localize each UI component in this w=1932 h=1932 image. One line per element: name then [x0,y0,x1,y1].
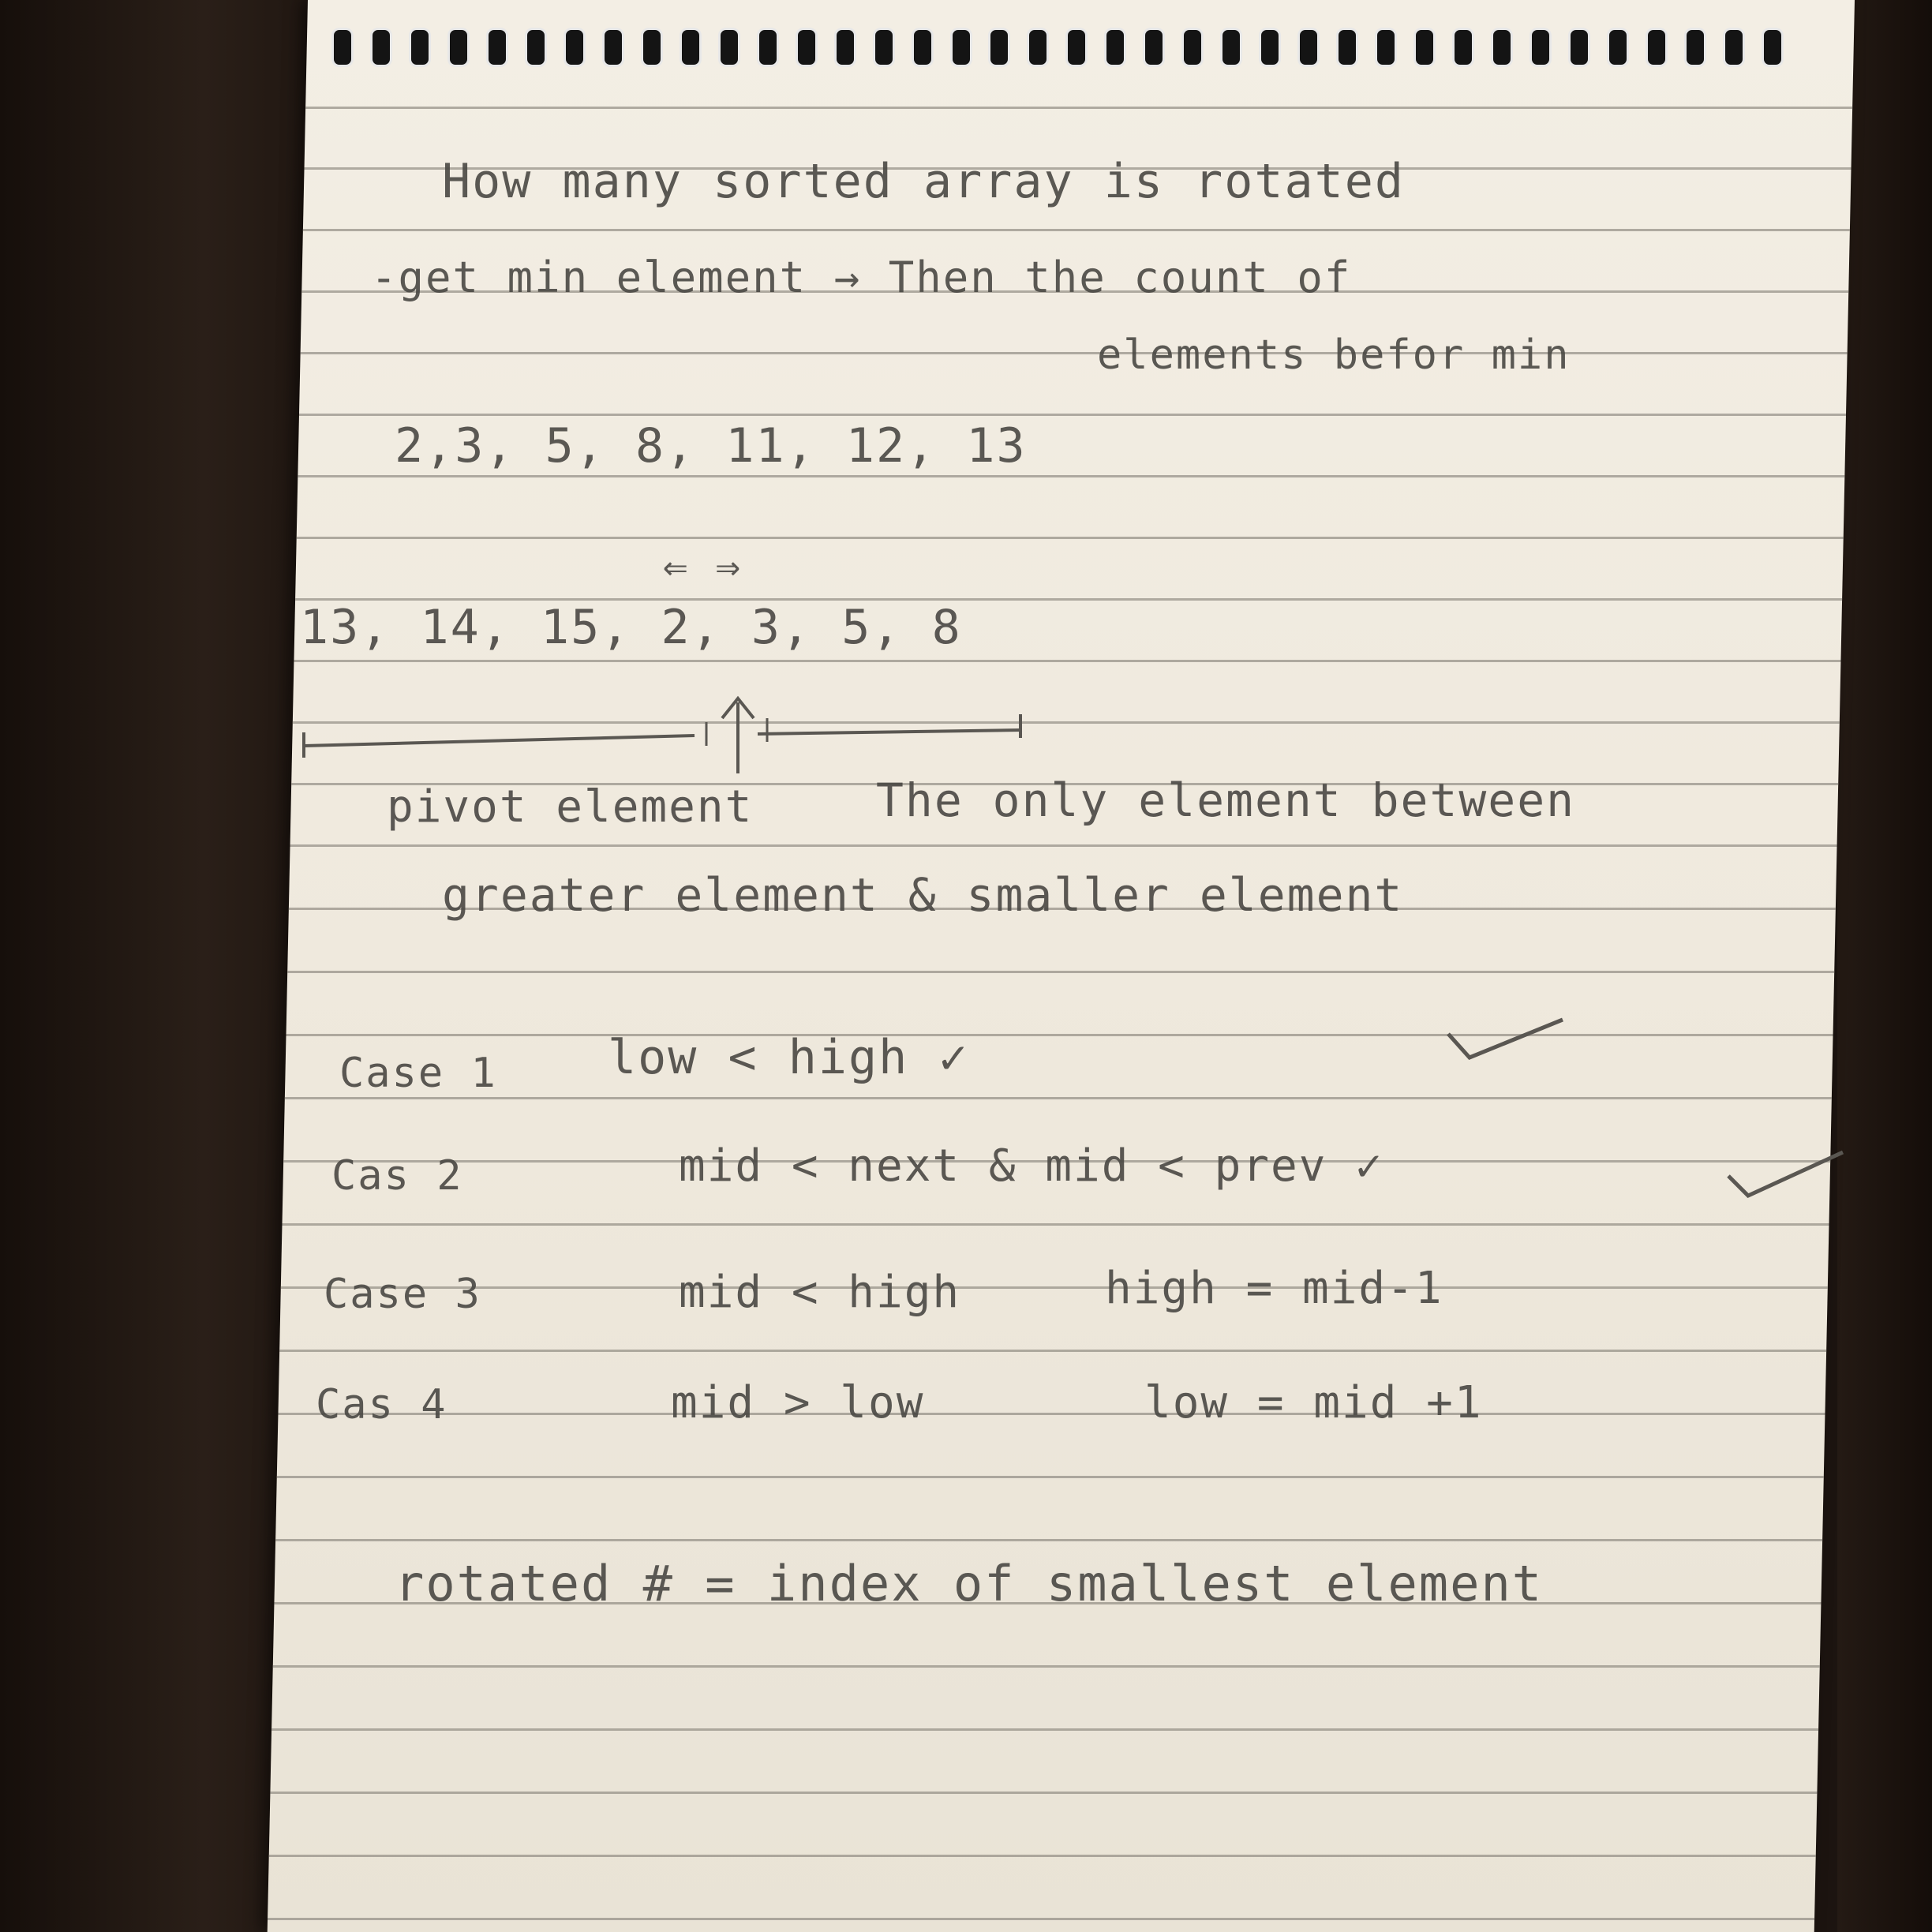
case2-label: Cas 2 [331,1152,463,1200]
number-line-left [304,736,695,746]
conclusion-note: rotated # = index of smallest element [395,1555,1544,1612]
case4-action: low = mid +1 [1144,1377,1483,1428]
sorted-array-note: 2,3, 5, 8, 11, 12, 13 [395,418,1027,474]
pivot-label: pivot element [387,781,754,833]
checkmark-case2 [1728,1152,1843,1196]
case2-condition: mid < next & mid < prev ✓ [679,1140,1383,1192]
case4-condition: mid > low [671,1377,925,1428]
case3-action: high = mid-1 [1105,1263,1443,1314]
rotated-array-note: 13, 14, 15, 2, 3, 5, 8 [300,600,962,655]
case1-label: Case 1 [339,1050,497,1097]
case4-label: Cas 4 [316,1381,447,1428]
elements-before-min-note: elements befor min [1097,331,1571,379]
get-min-note: -get min element → Then the count of [371,253,1352,302]
title-note: How many sorted array is rotated [442,154,1405,209]
case3-condition: mid < high [679,1267,961,1318]
pivot-description-line1: The only element between [876,773,1576,827]
checkmark-case1 [1448,1020,1563,1058]
direction-arrows: ⇐ ⇒ [663,543,742,590]
number-line-right [758,730,1022,734]
case1-condition: low < high ✓ [608,1030,969,1085]
case3-label: Case 3 [324,1271,481,1318]
pivot-description-line2: greater element & smaller element [442,868,1404,922]
